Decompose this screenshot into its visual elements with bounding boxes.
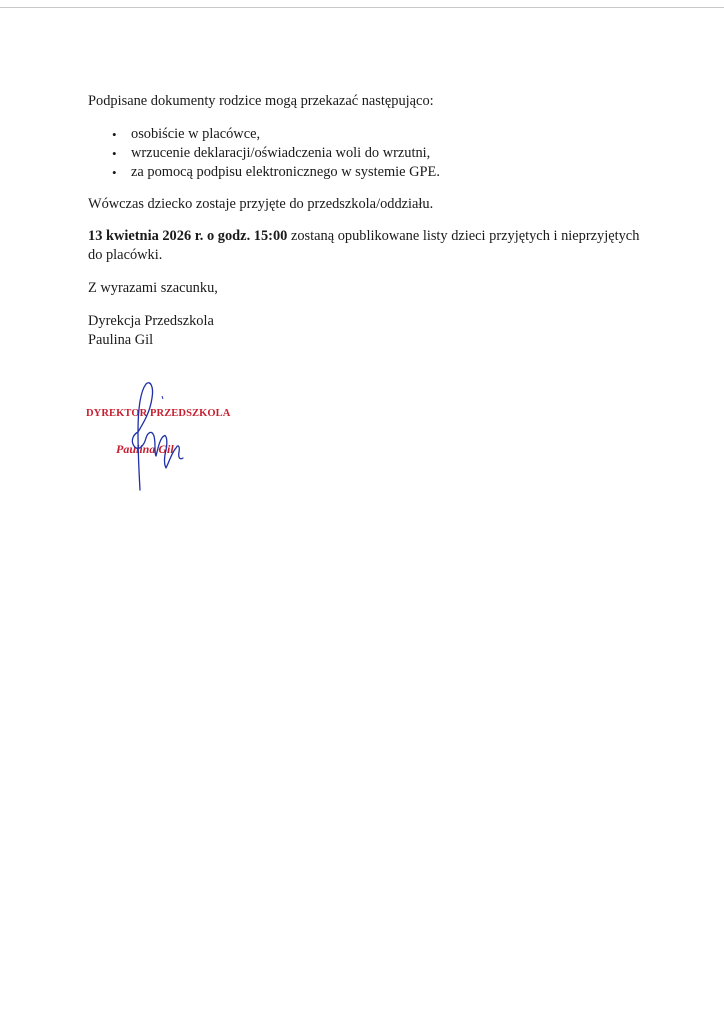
regards-text: Z wyrazami szacunku,: [88, 280, 218, 296]
delivery-methods-list: [88, 125, 668, 182]
list-item-text: wrzucenie deklaracji/oświadczenia woli do wrzutni,: [131, 145, 431, 161]
signoff: [88, 312, 668, 350]
list-item: [88, 125, 668, 144]
bullet-icon: •: [112, 146, 117, 161]
publication-date-text: zostaną opublikowane listy dzieci przyjętych i nieprzyjętych: [287, 228, 640, 244]
bullet-icon: •: [112, 127, 117, 142]
list-item: [88, 163, 668, 182]
accepted-text: Wówczas dziecko zostaje przyjęte do przedszkola/oddziału.: [88, 196, 434, 212]
signoff-institution: Dyrekcja Przedszkola: [88, 313, 214, 329]
bullet-icon: •: [112, 165, 117, 180]
publication-date: 13 kwietnia 2026 r. o godz. 15:00: [88, 228, 288, 244]
list-item-text: osobiście w placówce,: [131, 126, 261, 142]
letter-body: [88, 92, 668, 350]
list-item: [88, 144, 668, 163]
top-rule: [0, 7, 724, 8]
publication-date-text-line2: do placówki.: [88, 247, 163, 263]
list-item-text: za pomocą podpisu elektronicznego w systemie GPE.: [131, 164, 440, 180]
publication-date-paragraph: [88, 227, 668, 265]
signoff-name: Paulina Gil: [88, 332, 154, 348]
stamp-title: DYREKTOR PRZEDSZKOLA: [86, 408, 231, 419]
director-stamp: [80, 372, 260, 497]
intro-text: Podpisane dokumenty rodzice mogą przekazać następująco:: [88, 93, 434, 109]
handwritten-signature: [80, 372, 260, 497]
stamp-name: Paulina Gil: [116, 442, 174, 456]
